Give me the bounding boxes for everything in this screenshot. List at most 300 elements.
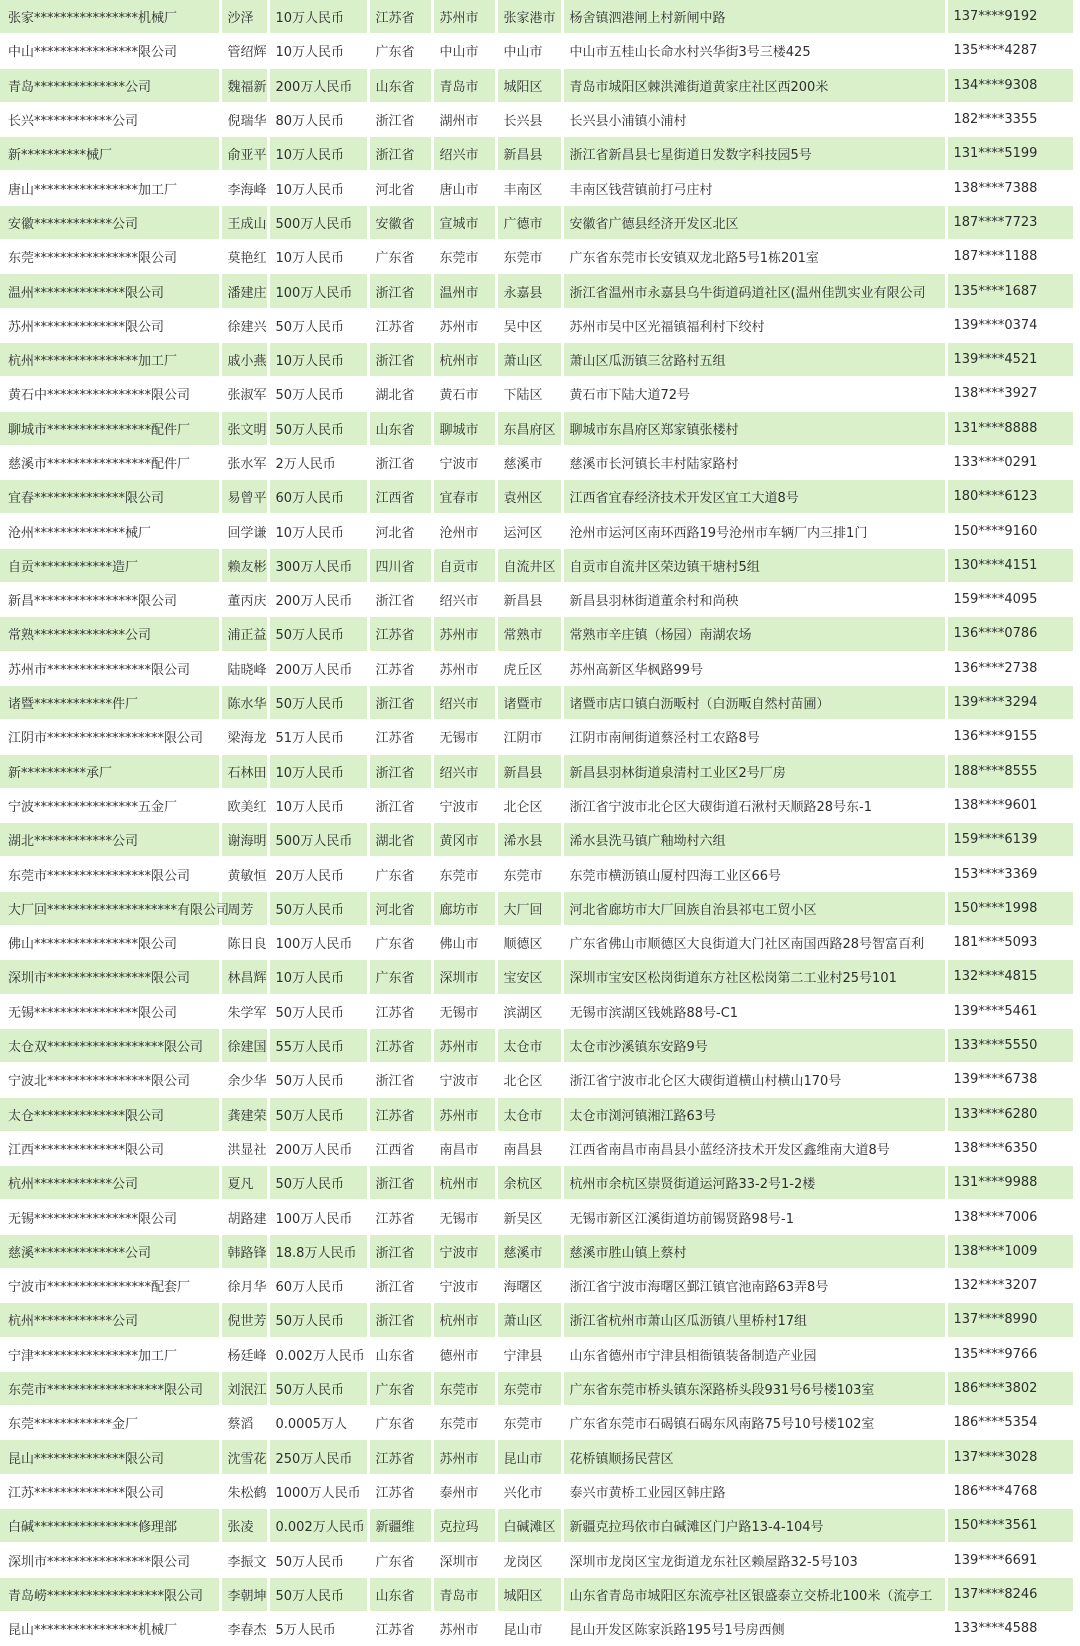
address-cell: 黄石市下陆大道72号 [562, 377, 946, 411]
city-cell: 佛山市 [432, 926, 496, 960]
company-name-cell: 苏州**************限公司 [0, 308, 220, 342]
province-cell: 江苏省 [368, 617, 432, 651]
registered-capital-cell: 100万人民币 [268, 274, 368, 308]
company-name-cell: 杭州************公司 [0, 1166, 220, 1200]
district-cell: 龙岗区 [496, 1543, 562, 1577]
registered-capital-cell: 50万人民币 [268, 617, 368, 651]
city-cell: 自贡市 [432, 548, 496, 582]
table-row [0, 308, 1074, 342]
phone-cell: 139****5461 [946, 994, 1074, 1028]
district-cell: 慈溪市 [496, 1234, 562, 1268]
province-cell: 浙江省 [368, 137, 432, 171]
legal-person-cell: 沙泽 [220, 0, 268, 34]
legal-person-cell: 赖友彬 [220, 548, 268, 582]
table-row [0, 34, 1074, 68]
registered-capital-cell: 50万人民币 [268, 685, 368, 719]
company-name-cell: 昆山**************限公司 [0, 1440, 220, 1474]
table-row [0, 583, 1074, 617]
address-cell: 新疆克拉玛依市白碱滩区门户路13-4-104号 [562, 1509, 946, 1543]
phone-cell: 139****6738 [946, 1063, 1074, 1097]
district-cell: 萧山区 [496, 342, 562, 376]
legal-person-cell: 倪世芳 [220, 1303, 268, 1337]
legal-person-cell: 李春杰 [220, 1611, 268, 1645]
registered-capital-cell: 50万人民币 [268, 891, 368, 925]
company-name-cell: 新**********承厂 [0, 754, 220, 788]
table-row [0, 1063, 1074, 1097]
city-cell: 杭州市 [432, 342, 496, 376]
district-cell: 袁州区 [496, 480, 562, 514]
company-name-cell: 慈溪**************公司 [0, 1234, 220, 1268]
legal-person-cell: 刘泯江 [220, 1371, 268, 1405]
phone-cell: 186****5354 [946, 1406, 1074, 1440]
phone-cell: 159****4095 [946, 583, 1074, 617]
legal-person-cell: 沈雪花 [220, 1440, 268, 1474]
table-row [0, 205, 1074, 239]
city-cell: 无锡市 [432, 720, 496, 754]
company-name-cell: 青岛**************公司 [0, 68, 220, 102]
registered-capital-cell: 50万人民币 [268, 377, 368, 411]
registered-capital-cell: 100万人民币 [268, 1200, 368, 1234]
registered-capital-cell: 0.0005万人 [268, 1406, 368, 1440]
province-cell: 广东省 [368, 857, 432, 891]
city-cell: 中山市 [432, 34, 496, 68]
province-cell: 河北省 [368, 514, 432, 548]
table-row [0, 788, 1074, 822]
registered-capital-cell: 50万人民币 [268, 411, 368, 445]
table-row [0, 445, 1074, 479]
city-cell: 苏州市 [432, 0, 496, 34]
city-cell: 青岛市 [432, 68, 496, 102]
phone-cell: 137****3028 [946, 1440, 1074, 1474]
registered-capital-cell: 0.002万人民币 [268, 1509, 368, 1543]
registered-capital-cell: 50万人民币 [268, 994, 368, 1028]
table-row [0, 891, 1074, 925]
city-cell: 黄冈市 [432, 823, 496, 857]
address-cell: 浠水县洗马镇广釉坳村六组 [562, 823, 946, 857]
table-row [0, 1028, 1074, 1062]
legal-person-cell: 李海峰 [220, 171, 268, 205]
city-cell: 东莞市 [432, 1371, 496, 1405]
legal-person-cell: 戚小燕 [220, 342, 268, 376]
district-cell: 顺德区 [496, 926, 562, 960]
company-name-cell: 宁津****************加工厂 [0, 1337, 220, 1371]
registered-capital-cell: 80万人民币 [268, 102, 368, 136]
company-name-cell: 沧州**************械厂 [0, 514, 220, 548]
district-cell: 浠水县 [496, 823, 562, 857]
address-cell: 新昌县羽林街道董余村和尚秧 [562, 583, 946, 617]
phone-cell: 138****1009 [946, 1234, 1074, 1268]
registered-capital-cell: 100万人民币 [268, 926, 368, 960]
address-cell: 中山市五桂山长命水村兴华街3号三楼425 [562, 34, 946, 68]
address-cell: 昆山开发区陈家浜路195号1号房西侧 [562, 1611, 946, 1645]
district-cell: 北仑区 [496, 788, 562, 822]
city-cell: 苏州市 [432, 1611, 496, 1645]
district-cell: 广德市 [496, 205, 562, 239]
phone-cell: 153****3369 [946, 857, 1074, 891]
table-row [0, 1131, 1074, 1165]
company-name-cell: 新昌****************限公司 [0, 583, 220, 617]
table-row [0, 240, 1074, 274]
company-name-cell: 慈溪市****************配件厂 [0, 445, 220, 479]
table-row [0, 274, 1074, 308]
address-cell: 自贡市自流井区荣边镇干塘村5组 [562, 548, 946, 582]
address-cell: 新昌县羽林街道泉清村工业区2号厂房 [562, 754, 946, 788]
district-cell: 吴中区 [496, 308, 562, 342]
company-name-cell: 新**********械厂 [0, 137, 220, 171]
legal-person-cell: 张凌 [220, 1509, 268, 1543]
phone-cell: 182****3355 [946, 102, 1074, 136]
company-name-cell: 佛山****************限公司 [0, 926, 220, 960]
city-cell: 青岛市 [432, 1577, 496, 1611]
district-cell: 萧山区 [496, 1303, 562, 1337]
city-cell: 唐山市 [432, 171, 496, 205]
address-cell: 慈溪市胜山镇上蔡村 [562, 1234, 946, 1268]
company-name-cell: 江阴市******************限公司 [0, 720, 220, 754]
address-cell: 诸暨市店口镇白沥畈村（白沥畈自然村苗圃） [562, 685, 946, 719]
phone-cell: 139****3294 [946, 685, 1074, 719]
phone-cell: 133****0291 [946, 445, 1074, 479]
legal-person-cell: 徐建国 [220, 1028, 268, 1062]
company-name-cell: 常熟**************公司 [0, 617, 220, 651]
city-cell: 宁波市 [432, 1063, 496, 1097]
registered-capital-cell: 50万人民币 [268, 1303, 368, 1337]
address-cell: 苏州高新区华枫路99号 [562, 651, 946, 685]
legal-person-cell: 浦正益 [220, 617, 268, 651]
province-cell: 浙江省 [368, 1234, 432, 1268]
province-cell: 江苏省 [368, 1097, 432, 1131]
registered-capital-cell: 50万人民币 [268, 1543, 368, 1577]
registered-capital-cell: 10万人民币 [268, 754, 368, 788]
phone-cell: 137****8246 [946, 1577, 1074, 1611]
address-cell: 太仓市浏河镇湘江路63号 [562, 1097, 946, 1131]
table-row [0, 617, 1074, 651]
company-name-cell: 杭州************公司 [0, 1303, 220, 1337]
province-cell: 浙江省 [368, 1268, 432, 1302]
company-name-cell: 温州**************限公司 [0, 274, 220, 308]
table-row [0, 1200, 1074, 1234]
registered-capital-cell: 500万人民币 [268, 205, 368, 239]
address-cell: 安徽省广德县经济开发区北区 [562, 205, 946, 239]
phone-cell: 130****4151 [946, 548, 1074, 582]
province-cell: 江苏省 [368, 308, 432, 342]
legal-person-cell: 莫艳红 [220, 240, 268, 274]
table-row [0, 68, 1074, 102]
district-cell: 虎丘区 [496, 651, 562, 685]
registered-capital-cell: 50万人民币 [268, 1097, 368, 1131]
city-cell: 苏州市 [432, 308, 496, 342]
company-name-cell: 宁波北****************限公司 [0, 1063, 220, 1097]
company-name-cell: 苏州市****************限公司 [0, 651, 220, 685]
registered-capital-cell: 0.002万人民币 [268, 1337, 368, 1371]
city-cell: 绍兴市 [432, 583, 496, 617]
company-name-cell: 湖北************公司 [0, 823, 220, 857]
address-cell: 东莞市横沥镇山厦村四海工业区66号 [562, 857, 946, 891]
phone-cell: 136****0786 [946, 617, 1074, 651]
district-cell: 常熟市 [496, 617, 562, 651]
city-cell: 宁波市 [432, 1234, 496, 1268]
legal-person-cell: 陈日良 [220, 926, 268, 960]
district-cell: 滨湖区 [496, 994, 562, 1028]
company-name-cell: 无锡****************限公司 [0, 1200, 220, 1234]
address-cell: 广东省佛山市顺德区大良街道大门社区南国西路28号智富百利 [562, 926, 946, 960]
company-name-cell: 江西**************限公司 [0, 1131, 220, 1165]
table-row [0, 1509, 1074, 1543]
table-row [0, 342, 1074, 376]
table-row [0, 1577, 1074, 1611]
registered-capital-cell: 10万人民币 [268, 960, 368, 994]
company-name-cell: 大厂回********************有限公司 [0, 891, 220, 925]
district-cell: 下陆区 [496, 377, 562, 411]
district-cell: 永嘉县 [496, 274, 562, 308]
phone-cell: 133****6280 [946, 1097, 1074, 1131]
district-cell: 东莞市 [496, 1371, 562, 1405]
phone-cell: 138****7006 [946, 1200, 1074, 1234]
table-row [0, 171, 1074, 205]
table-row [0, 480, 1074, 514]
province-cell: 江苏省 [368, 0, 432, 34]
city-cell: 黄石市 [432, 377, 496, 411]
phone-cell: 139****6691 [946, 1543, 1074, 1577]
address-cell: 浙江省宁波市海曙区鄞江镇官池南路63弄8号 [562, 1268, 946, 1302]
legal-person-cell: 李振文 [220, 1543, 268, 1577]
legal-person-cell: 杨廷峰 [220, 1337, 268, 1371]
province-cell: 江苏省 [368, 1440, 432, 1474]
table-row [0, 514, 1074, 548]
company-name-cell: 太仓双******************限公司 [0, 1028, 220, 1062]
registered-capital-cell: 10万人民币 [268, 34, 368, 68]
district-cell: 北仑区 [496, 1063, 562, 1097]
phone-cell: 134****9308 [946, 68, 1074, 102]
phone-cell: 138****3927 [946, 377, 1074, 411]
city-cell: 东莞市 [432, 857, 496, 891]
registered-capital-cell: 200万人民币 [268, 583, 368, 617]
table-row [0, 1474, 1074, 1508]
phone-cell: 139****0374 [946, 308, 1074, 342]
province-cell: 浙江省 [368, 445, 432, 479]
table-row [0, 377, 1074, 411]
district-cell: 大厂回 [496, 891, 562, 925]
district-cell: 自流井区 [496, 548, 562, 582]
province-cell: 广东省 [368, 34, 432, 68]
address-cell: 常熟市辛庄镇（杨园）南湖农场 [562, 617, 946, 651]
city-cell: 绍兴市 [432, 137, 496, 171]
address-cell: 浙江省新昌县七星街道日发数字科技园5号 [562, 137, 946, 171]
legal-person-cell: 梁海龙 [220, 720, 268, 754]
address-cell: 青岛市城阳区棘洪滩街道黄家庄社区西200米 [562, 68, 946, 102]
company-name-cell: 诸暨************件厂 [0, 685, 220, 719]
company-name-cell: 张家****************机械厂 [0, 0, 220, 34]
city-cell: 苏州市 [432, 1028, 496, 1062]
address-cell: 长兴县小浦镇小浦村 [562, 102, 946, 136]
address-cell: 浙江省杭州市萧山区瓜沥镇八里桥村17组 [562, 1303, 946, 1337]
city-cell: 宣城市 [432, 205, 496, 239]
phone-cell: 186****4768 [946, 1474, 1074, 1508]
district-cell: 运河区 [496, 514, 562, 548]
district-cell: 海曙区 [496, 1268, 562, 1302]
address-cell: 深圳市龙岗区宝龙街道龙东社区赖屋路32-5号103 [562, 1543, 946, 1577]
phone-cell: 138****6350 [946, 1131, 1074, 1165]
city-cell: 宁波市 [432, 1268, 496, 1302]
district-cell: 新昌县 [496, 754, 562, 788]
address-cell: 浙江省温州市永嘉县乌牛街道码道社区(温州佳凯实业有限公司 [562, 274, 946, 308]
province-cell: 山东省 [368, 68, 432, 102]
company-name-cell: 东莞****************限公司 [0, 240, 220, 274]
province-cell: 浙江省 [368, 274, 432, 308]
district-cell: 东莞市 [496, 1406, 562, 1440]
province-cell: 四川省 [368, 548, 432, 582]
phone-cell: 187****7723 [946, 205, 1074, 239]
district-cell: 丰南区 [496, 171, 562, 205]
city-cell: 苏州市 [432, 1440, 496, 1474]
city-cell: 宁波市 [432, 445, 496, 479]
city-cell: 南昌市 [432, 1131, 496, 1165]
address-cell: 江阴市南闸街道蔡泾村工农路8号 [562, 720, 946, 754]
company-name-cell: 宜春**************限公司 [0, 480, 220, 514]
province-cell: 浙江省 [368, 1166, 432, 1200]
address-cell: 江西省宜春经济技术开发区宜工大道8号 [562, 480, 946, 514]
province-cell: 广东省 [368, 1406, 432, 1440]
table-row [0, 1611, 1074, 1645]
city-cell: 湖州市 [432, 102, 496, 136]
registered-capital-cell: 1000万人民币 [268, 1474, 368, 1508]
city-cell: 苏州市 [432, 617, 496, 651]
city-cell: 克拉玛 [432, 1509, 496, 1543]
address-cell: 无锡市新区江溪街道坊前锡贤路98号-1 [562, 1200, 946, 1234]
province-cell: 江苏省 [368, 1200, 432, 1234]
district-cell: 宁津县 [496, 1337, 562, 1371]
table-row [0, 960, 1074, 994]
district-cell: 中山市 [496, 34, 562, 68]
legal-person-cell: 周芳 [220, 891, 268, 925]
province-cell: 广东省 [368, 926, 432, 960]
city-cell: 无锡市 [432, 1200, 496, 1234]
registered-capital-cell: 50万人民币 [268, 1063, 368, 1097]
company-name-cell: 长兴************公司 [0, 102, 220, 136]
province-cell: 安徽省 [368, 205, 432, 239]
company-name-cell: 中山****************限公司 [0, 34, 220, 68]
city-cell: 宁波市 [432, 788, 496, 822]
province-cell: 河北省 [368, 891, 432, 925]
table-row [0, 857, 1074, 891]
district-cell: 张家港市 [496, 0, 562, 34]
registered-capital-cell: 5万人民币 [268, 1611, 368, 1645]
province-cell: 浙江省 [368, 1303, 432, 1337]
phone-cell: 136****9155 [946, 720, 1074, 754]
phone-cell: 131****8888 [946, 411, 1074, 445]
registered-capital-cell: 50万人民币 [268, 308, 368, 342]
city-cell: 德州市 [432, 1337, 496, 1371]
company-name-cell: 宁波市****************配套厂 [0, 1268, 220, 1302]
city-cell: 苏州市 [432, 1097, 496, 1131]
province-cell: 山东省 [368, 411, 432, 445]
district-cell: 兴化市 [496, 1474, 562, 1508]
table-row [0, 823, 1074, 857]
phone-cell: 135****1687 [946, 274, 1074, 308]
table-row [0, 994, 1074, 1028]
table-row [0, 102, 1074, 136]
phone-cell: 181****5093 [946, 926, 1074, 960]
phone-cell: 150****3561 [946, 1509, 1074, 1543]
city-cell: 绍兴市 [432, 754, 496, 788]
legal-person-cell: 董丙庆 [220, 583, 268, 617]
province-cell: 河北省 [368, 171, 432, 205]
legal-person-cell: 欧美红 [220, 788, 268, 822]
city-cell: 无锡市 [432, 994, 496, 1028]
legal-person-cell: 胡路建 [220, 1200, 268, 1234]
address-cell: 聊城市东昌府区郑家镇张楼村 [562, 411, 946, 445]
district-cell: 南昌县 [496, 1131, 562, 1165]
phone-cell: 131****5199 [946, 137, 1074, 171]
legal-person-cell: 潘建庄 [220, 274, 268, 308]
registered-capital-cell: 200万人民币 [268, 1131, 368, 1165]
registered-capital-cell: 300万人民币 [268, 548, 368, 582]
province-cell: 江苏省 [368, 1474, 432, 1508]
table-row [0, 1166, 1074, 1200]
province-cell: 广东省 [368, 1543, 432, 1577]
legal-person-cell: 黄敏恒 [220, 857, 268, 891]
company-name-cell: 深圳市****************限公司 [0, 960, 220, 994]
company-name-cell: 黄石中****************限公司 [0, 377, 220, 411]
registered-capital-cell: 50万人民币 [268, 1166, 368, 1200]
phone-cell: 132****4815 [946, 960, 1074, 994]
registered-capital-cell: 2万人民币 [268, 445, 368, 479]
registered-capital-cell: 10万人民币 [268, 137, 368, 171]
phone-cell: 131****9988 [946, 1166, 1074, 1200]
table-row [0, 1543, 1074, 1577]
address-cell: 慈溪市长河镇长丰村陆家路村 [562, 445, 946, 479]
legal-person-cell: 朱松鹤 [220, 1474, 268, 1508]
city-cell: 深圳市 [432, 1543, 496, 1577]
district-cell: 城阳区 [496, 68, 562, 102]
table-row [0, 926, 1074, 960]
city-cell: 聊城市 [432, 411, 496, 445]
table-row [0, 1268, 1074, 1302]
registered-capital-cell: 60万人民币 [268, 1268, 368, 1302]
district-cell: 太仓市 [496, 1097, 562, 1131]
city-cell: 深圳市 [432, 960, 496, 994]
province-cell: 江西省 [368, 480, 432, 514]
address-cell: 苏州市吴中区光福镇福利村下绞村 [562, 308, 946, 342]
district-cell: 慈溪市 [496, 445, 562, 479]
district-cell: 昆山市 [496, 1440, 562, 1474]
district-cell: 长兴县 [496, 102, 562, 136]
legal-person-cell: 易曾平 [220, 480, 268, 514]
phone-cell: 159****6139 [946, 823, 1074, 857]
legal-person-cell: 林昌辉 [220, 960, 268, 994]
legal-person-cell: 李朝坤 [220, 1577, 268, 1611]
province-cell: 浙江省 [368, 102, 432, 136]
district-cell: 东莞市 [496, 240, 562, 274]
table-row [0, 1371, 1074, 1405]
address-cell: 杨舍镇泗港闸上村新闸中路 [562, 0, 946, 34]
district-cell: 江阴市 [496, 720, 562, 754]
legal-person-cell: 石林田 [220, 754, 268, 788]
table-row [0, 137, 1074, 171]
company-name-cell: 东莞************金厂 [0, 1406, 220, 1440]
table-row [0, 1097, 1074, 1131]
district-cell: 诸暨市 [496, 685, 562, 719]
district-cell: 新昌县 [496, 137, 562, 171]
phone-cell: 133****5550 [946, 1028, 1074, 1062]
province-cell: 浙江省 [368, 788, 432, 822]
legal-person-cell: 徐月华 [220, 1268, 268, 1302]
table-row [0, 720, 1074, 754]
registered-capital-cell: 51万人民币 [268, 720, 368, 754]
legal-person-cell: 张文明 [220, 411, 268, 445]
table-row [0, 1440, 1074, 1474]
province-cell: 浙江省 [368, 754, 432, 788]
legal-person-cell: 张水军 [220, 445, 268, 479]
